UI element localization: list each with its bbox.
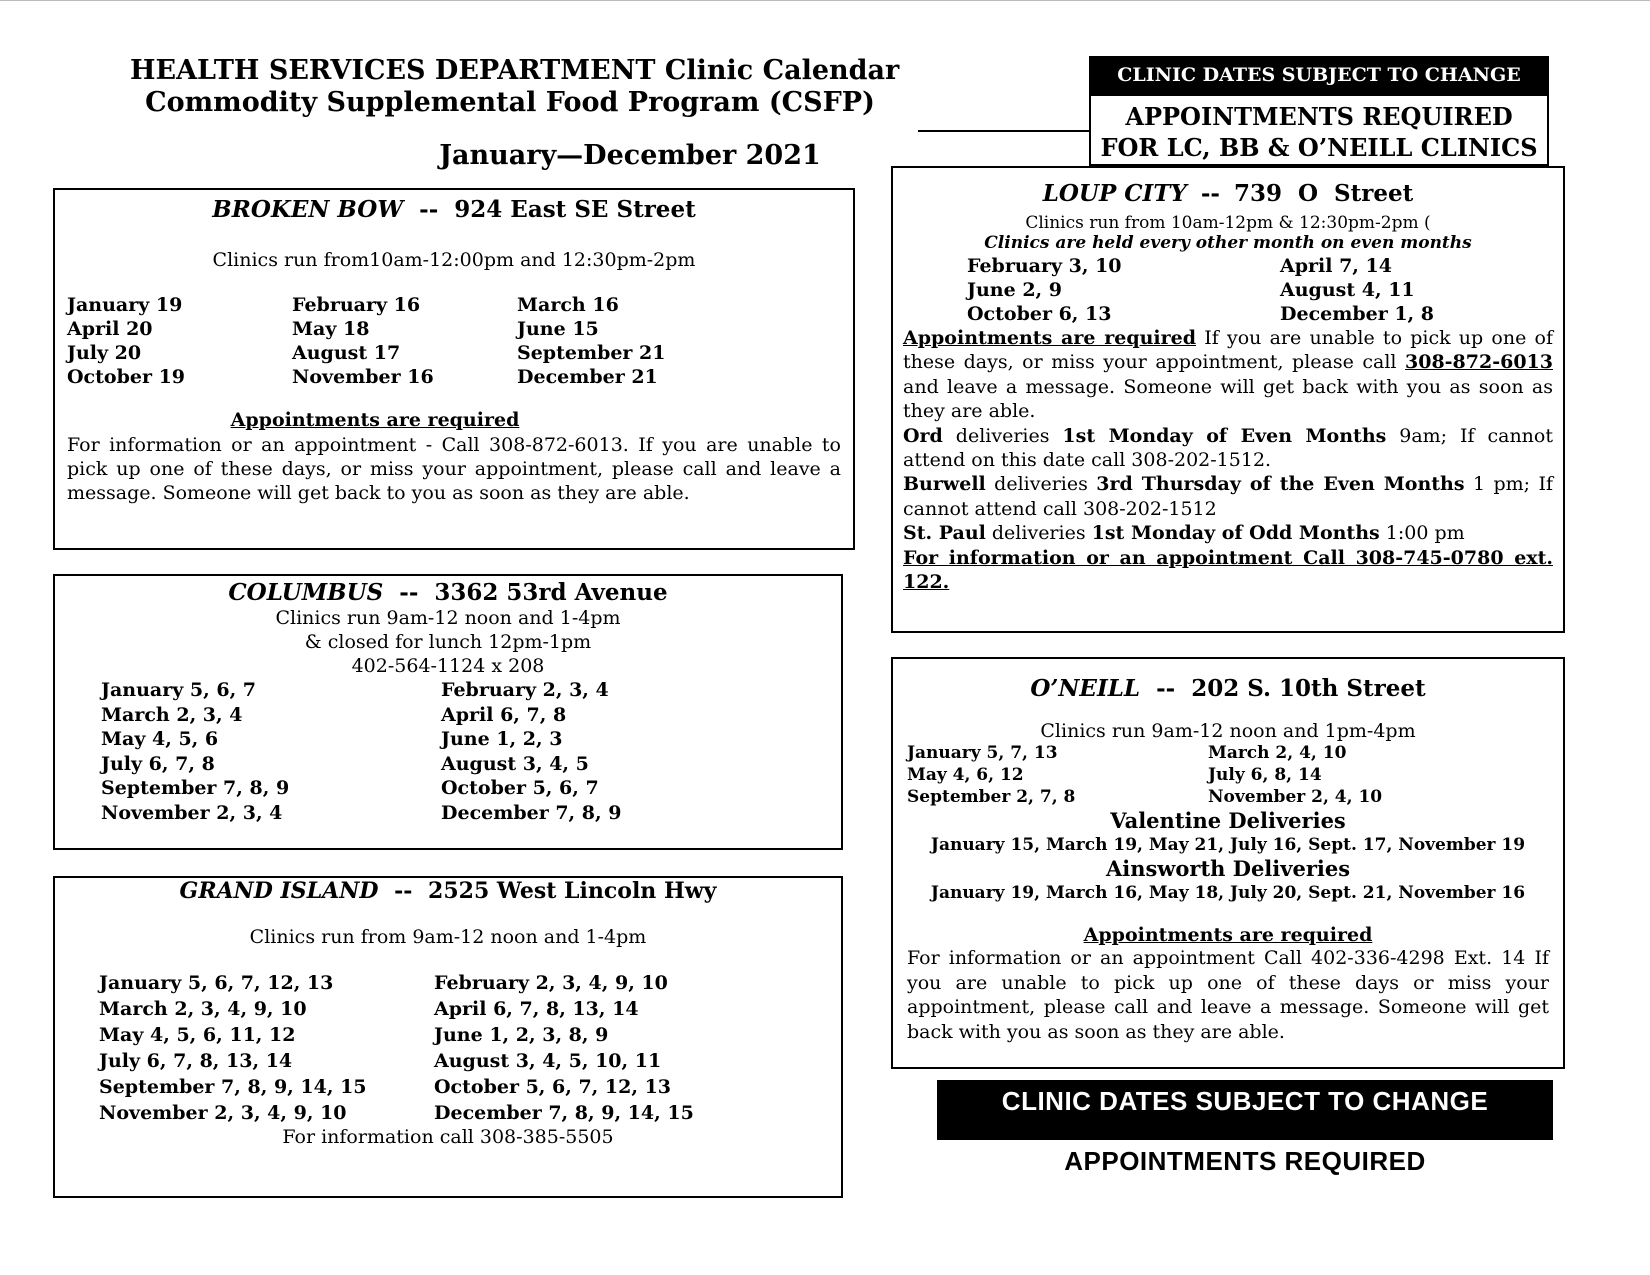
clinic-hours: Clinics run 9am-12 noon and 1-4pm [275, 607, 621, 629]
clinic-dates [99, 970, 841, 1126]
date-item: June 1, 2, 3, 8, 9 [434, 1024, 609, 1046]
date-item: June 15 [517, 318, 599, 340]
separator: -- [1156, 675, 1176, 702]
broken-bow-panel [53, 188, 855, 550]
date-item: April 20 [67, 318, 153, 340]
title-line-2: Commodity Supplemental Food Program (CSFP) [145, 87, 875, 118]
footer-banner: CLINIC DATES SUBJECT TO CHANGE [937, 1080, 1553, 1140]
date-item: December 7, 8, 9 [441, 801, 622, 824]
appointment-info: For information or an appointment Call 402-336-4298 Ext. 14 If you are unable to pick up one of these days or miss your appointment, please call and leave a message. Someone will get back with you as soon as they are able. [907, 947, 1549, 1043]
date-item: September 7, 8, 9 [101, 777, 290, 799]
date-item: November 2, 4, 10 [1208, 787, 1383, 807]
location-address: 924 East SE Street [454, 196, 696, 223]
valentine-dates: January 15, March 19, May 21, July 16, Sept. 17, November 19 [930, 835, 1526, 855]
st-paul-text: deliveries [985, 522, 1092, 545]
date-item: January 5, 6, 7, 12, 13 [99, 972, 334, 994]
location-address: 3362 53rd Avenue [434, 579, 668, 606]
columbus-panel [53, 574, 843, 850]
clinic-hours: Clinics run 9am-12 noon and 1pm-4pm [1040, 720, 1416, 742]
appointments-notice [1089, 94, 1549, 166]
lunch-hours: & closed for lunch 12pm-1pm [304, 631, 592, 653]
date-item: June 1, 2, 3 [441, 728, 563, 750]
location-name: LOUP CITY [1042, 180, 1187, 207]
clinic-hours: Clinics run from 9am-12 noon and 1-4pm [249, 926, 647, 948]
date-item: August 17 [292, 342, 401, 364]
notice-line-1: APPOINTMENTS REQUIRED [1125, 102, 1513, 131]
date-item: December 1, 8 [1280, 303, 1434, 325]
appointment-info: For information or an appointment - Call 308-872-6013. If you are unable to pick up one of these days, or miss your appointment, please call and leave a message. Someone will get back to you as soon as they are able. [67, 434, 841, 504]
date-item: November 2, 3, 4, 9, 10 [99, 1102, 347, 1124]
burwell-label: Burwell [903, 473, 986, 496]
date-item: May 18 [292, 318, 370, 340]
location-heading [55, 579, 841, 606]
info-contact: For information or an appointment Call 308-745-0780 ext. 122. [903, 546, 1553, 594]
appointment-text: If you are unable to pick up one of these days, or miss your appointment, please call [903, 327, 1553, 374]
date-item: April 6, 7, 8 [441, 703, 567, 726]
burwell-text: deliveries [985, 473, 1097, 496]
separator: -- [419, 196, 439, 223]
location-address: 202 S. 10th Street [1191, 675, 1426, 702]
date-item: November 16 [292, 366, 434, 388]
clinic-dates [967, 254, 1563, 326]
clinic-hours: Clinics run from 10am-12pm & 12:30pm-2pm ( [1025, 213, 1431, 233]
appointments-heading: Appointments are required [1083, 924, 1373, 946]
date-item: July 6, 7, 8 [101, 752, 215, 775]
date-item: April 6, 7, 8, 13, 14 [434, 998, 639, 1020]
location-address: 739 O Street [1233, 180, 1414, 207]
date-item: May 4, 5, 6 [101, 728, 219, 750]
date-item: March 2, 3, 4, 9, 10 [99, 998, 307, 1020]
date-item: January 19 [67, 294, 183, 316]
schedule-note: Clinics are held every other month on even months [984, 233, 1472, 253]
burwell-rest: 1 pm; If cannot attend call 308-202-1512 [903, 473, 1554, 520]
top-rule [0, 0, 1650, 1]
separator: -- [399, 579, 419, 606]
st-paul-label: St. Paul [903, 522, 986, 545]
date-item: December 7, 8, 9, 14, 15 [434, 1102, 694, 1124]
date-item: February 3, 10 [967, 255, 1122, 277]
date-item: February 16 [292, 294, 421, 316]
clinic-dates [67, 293, 853, 389]
date-item: June 2, 9 [967, 279, 1062, 301]
date-item: October 6, 13 [967, 303, 1112, 325]
date-item: September 21 [517, 342, 666, 364]
date-item: September 2, 7, 8 [907, 787, 1076, 807]
date-item: May 4, 5, 6, 11, 12 [99, 1024, 296, 1046]
date-item: July 20 [67, 342, 142, 364]
location-heading [893, 180, 1563, 207]
date-item: November 2, 3, 4 [101, 801, 283, 824]
title-rule [918, 130, 1090, 132]
title-line-1: HEALTH SERVICES DEPARTMENT Clinic Calendar [130, 55, 900, 86]
date-item: December 21 [517, 366, 658, 388]
loup-city-panel [891, 166, 1565, 633]
footer-appointments: APPOINTMENTS REQUIRED [1064, 1146, 1426, 1176]
appointment-phone: 308-872-6013 [1405, 351, 1553, 374]
date-item: February 2, 3, 4, 9, 10 [434, 972, 668, 994]
date-item: January 5, 6, 7 [101, 679, 257, 701]
grand-island-panel [53, 876, 843, 1198]
clinic-dates [907, 742, 1563, 808]
st-paul-deliveries [903, 521, 1553, 545]
date-item: January 5, 7, 13 [907, 743, 1058, 763]
date-item: July 6, 7, 8, 13, 14 [99, 1050, 293, 1072]
separator: -- [1200, 180, 1220, 207]
burwell-when: 3rd Thursday of the Even Months [1096, 473, 1465, 496]
ord-when: 1st Monday of Even Months [1062, 424, 1387, 447]
page-title [130, 55, 900, 119]
location-name: BROKEN BOW [212, 196, 404, 223]
appointments-heading: Appointments are required [230, 409, 520, 431]
date-item: August 3, 4, 5, 10, 11 [434, 1050, 662, 1072]
info-phone: For information call 308-385-5505 [282, 1126, 614, 1148]
date-item: August 3, 4, 5 [441, 752, 589, 775]
location-heading [55, 196, 853, 223]
notice-line-2: FOR LC, BB & O’NEILL CLINICS [1100, 133, 1538, 162]
date-item: September 7, 8, 9, 14, 15 [99, 1076, 367, 1098]
date-item: July 6, 8, 14 [1208, 765, 1322, 785]
location-address: 2525 West Lincoln Hwy [428, 878, 717, 904]
burwell-deliveries [903, 472, 1553, 521]
location-name: GRAND ISLAND [179, 878, 379, 904]
date-item: October 5, 6, 7, 12, 13 [434, 1076, 672, 1098]
notice-banner: CLINIC DATES SUBJECT TO CHANGE [1089, 56, 1549, 94]
appointment-info [903, 326, 1553, 424]
ord-deliveries [903, 424, 1553, 473]
st-paul-when: 1st Monday of Odd Months [1091, 522, 1380, 545]
date-item: March 2, 3, 4 [101, 703, 243, 726]
location-heading [893, 675, 1563, 702]
ord-label: Ord [903, 424, 943, 447]
date-item: March 2, 4, 10 [1208, 743, 1347, 763]
date-item: May 4, 6, 12 [907, 765, 1024, 785]
ord-rest: 9am; If cannot attend on this date call 308-202-1512. [903, 424, 1553, 472]
location-name: O’NEILL [1030, 675, 1141, 702]
phone-number: 402-564-1124 x 208 [351, 655, 545, 677]
date-item: October 19 [67, 366, 186, 388]
clinic-hours: Clinics run from10am-12:00pm and 12:30pm-2pm [212, 249, 696, 271]
date-item: April 7, 14 [1280, 255, 1392, 277]
appointments-heading: Appointments are required [903, 327, 1197, 349]
date-item: August 4, 11 [1280, 279, 1415, 301]
location-name: COLUMBUS [228, 579, 384, 606]
ainsworth-heading: Ainsworth Deliveries [1105, 856, 1351, 881]
date-range: January—December 2021 [439, 140, 821, 171]
oneill-panel [891, 657, 1565, 1069]
date-item: October 5, 6, 7 [441, 777, 599, 799]
appointment-text-end: and leave a message. Someone will get back with you as soon as they are able. [903, 375, 1553, 423]
location-heading [55, 878, 841, 904]
valentine-heading: Valentine Deliveries [1110, 808, 1346, 833]
clinic-dates [101, 678, 841, 825]
st-paul-rest: 1:00 pm [1379, 522, 1465, 545]
ord-text: deliveries [942, 424, 1063, 447]
separator: -- [394, 878, 413, 904]
date-item: March 16 [517, 294, 619, 316]
date-item: February 2, 3, 4 [441, 679, 609, 701]
ainsworth-dates: January 19, March 16, May 18, July 20, Sept. 21, November 16 [930, 883, 1526, 903]
